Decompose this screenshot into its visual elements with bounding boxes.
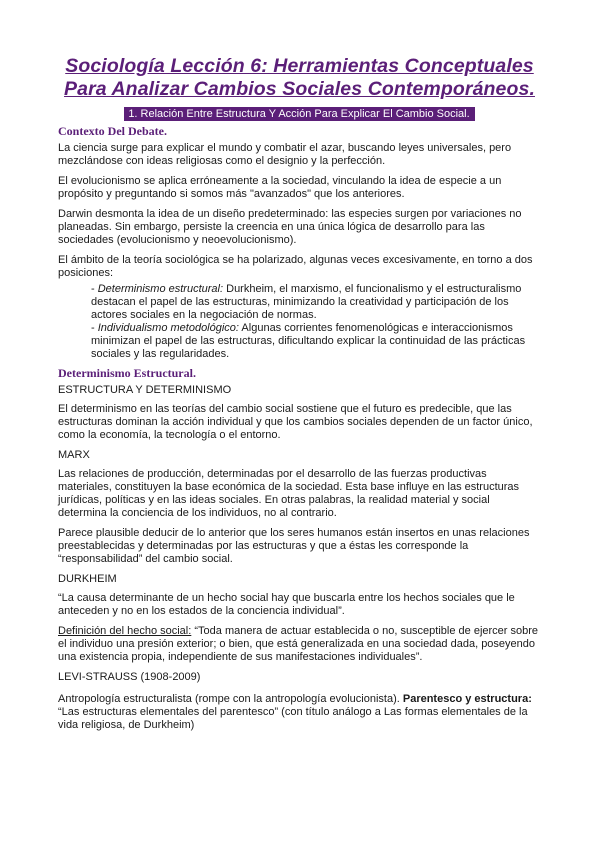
page-title	[58, 55, 541, 101]
marx-paragraph: Las relaciones de producción, determinadas por el desarrollo de las fuerzas productivas materiales, constituyen la base económica de la sociedad. Esta base influye en las estructuras jurídicas, políticas y en las ideas sociales. En otras palabras, la realidad material y social determina la conciencia de los individuos, no al contrario.	[58, 468, 520, 519]
list-item-term: Individualismo metodológico:	[97, 322, 239, 334]
context-paragraph-2: El evolucionismo se aplica erróneamente a la sociedad, vinculando la idea de especie a un propósito y preguntando si somos más "avanzados" que los anteriores.	[58, 175, 502, 200]
levi-strauss-bold-term: Parentesco y estructura:	[402, 693, 532, 705]
subheading-levi-strauss: LEVI-STRAUSS (1908-2009)	[58, 671, 201, 683]
durkheim-quote: “La causa determinante de un hecho social hay que buscarla entre los hechos sociales que le anteceden y no en los estados de la conciencia individual”.	[58, 592, 515, 617]
context-paragraph-1: La ciencia surge para explicar el mundo y combatir el azar, buscando leyes universales, pero mezclándose con ideas religiosas como el designio y la perfección.	[58, 142, 512, 167]
definition-term: Definición del hecho social:	[58, 625, 192, 637]
list-bullet: -	[91, 283, 98, 295]
list-item-term: Determinismo estructural:	[97, 283, 224, 295]
list-item	[91, 322, 541, 361]
determinism-heading: Determinismo Estructural.	[58, 366, 196, 380]
context-heading: Contexto Del Debate.	[58, 124, 167, 138]
definition-text: “Toda manera de actuar establecida o no, susceptible de ejercer sobre el individuo una presión exterior; o bien, que está generalizada en una sociedad dada, poseyendo una existencia propia, independiente de sus manifestaciones individuales”.	[58, 625, 539, 663]
subheading-marx: MARX	[58, 449, 90, 461]
levi-strauss-paragraph	[58, 693, 541, 732]
positions-list	[91, 283, 541, 361]
levi-strauss-text: “Las estructuras elementales del parentesco” (con título análogo a Las formas elementales de la vida religiosa, de Durkheim)	[58, 706, 528, 731]
context-paragraph-4: El ámbito de la teoría sociológica se ha polarizado, algunas veces excesivamente, en torno a dos posiciones:	[58, 254, 533, 279]
list-item	[91, 283, 541, 322]
title-line-2: Para Analizar Cambios Sociales Contemporáneos.	[64, 78, 535, 100]
levi-strauss-intro: Antropología estructuralista (rompe con la antropología evolucionista).	[58, 693, 403, 705]
subheading-estructura: ESTRUCTURA Y DETERMINISMO	[58, 384, 232, 396]
social-fact-definition	[58, 625, 541, 664]
marx-paragraph-2: Parece plausible deducir de lo anterior que los seres humanos están insertos en unas relaciones preestablecidas y determinadas por las estructuras y que a éstas les corresponde la “responsabilidad” del cambio social.	[58, 527, 530, 565]
context-paragraph-3: Darwin desmonta la idea de un diseño predeterminado: las especies surgen por variaciones no planeadas. Sin embargo, persiste la creencia en una única lógica de desarrollo para las sociedades (evolucionismo y neoevolucionismo).	[58, 208, 522, 246]
section-banner	[58, 104, 541, 122]
list-bullet: -	[91, 322, 98, 334]
list-item-text: Durkheim, el marxismo, el funcionalismo y el estructuralismo destacan el papel de las estructuras, minimizando la creatividad y participación de los actores sociales en la negociación de normas.	[91, 283, 522, 321]
subheading-durkheim: DURKHEIM	[58, 573, 117, 585]
list-item-text: Algunas corrientes fenomenológicas e interaccionismos minimizan el papel de las estructuras, dificultando explicar la continuidad de las prácticas sociales y las regularidades.	[91, 322, 526, 360]
determinism-paragraph-1: El determinismo en las teorías del cambio social sostiene que el futuro es predecible, que las estructuras dominan la acción individual y que los cambios sociales dependen de un factor único, como la economía, la tecnología o el entorno.	[58, 403, 533, 441]
section-banner-text: 1. Relación Entre Estructura Y Acción Para Explicar El Cambio Social.	[124, 107, 474, 121]
title-line-1: Sociología Lección 6: Herramientas Conceptuales	[65, 55, 534, 77]
